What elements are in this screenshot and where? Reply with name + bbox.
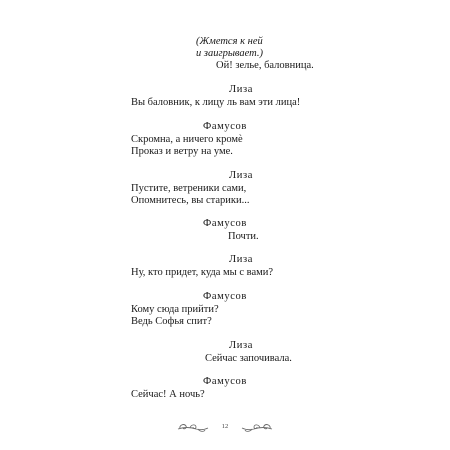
- dialogue-line: Почти.: [228, 231, 259, 242]
- speaker-name: Фамусов: [203, 376, 247, 387]
- speaker-name: Лиза: [229, 84, 253, 95]
- dialogue-line: Сейчас започивала.: [205, 353, 292, 364]
- dialogue-line: Ну, кто придет, куда мы с вами?: [131, 267, 274, 278]
- stage-direction: (Жмется к ней: [196, 36, 263, 47]
- dialogue-line: Проказ и ветру на уме.: [131, 146, 233, 157]
- dialogue-line: Опомнитесь, вы старики...: [131, 195, 250, 206]
- speaker-name: Фамусов: [203, 218, 247, 229]
- flourish-right-icon: [240, 418, 274, 438]
- speaker-name: Фамусов: [203, 121, 247, 132]
- speaker-name: Лиза: [229, 254, 253, 265]
- dialogue-line: Ой! зелье, баловница.: [216, 60, 314, 71]
- speaker-name: Фамусов: [203, 291, 247, 302]
- dialogue-line: Кому сюда прийти?: [131, 304, 219, 315]
- speaker-name: Лиза: [229, 170, 253, 181]
- flourish-left-icon: [176, 418, 210, 438]
- page-footer: [0, 418, 450, 438]
- dialogue-line: Пустите, ветреники сами,: [131, 183, 247, 194]
- stage-direction: и заигрывает.): [196, 48, 264, 59]
- dialogue-line: Сейчас! А ночь?: [131, 389, 205, 400]
- dialogue-line: Вы баловник, к лицу ль вам эти лица!: [131, 97, 301, 108]
- page-number: 12: [221, 423, 229, 430]
- dialogue-line: Скромна, а ничего кромѐ: [131, 134, 243, 145]
- dialogue-line: Ведь Софья спит?: [131, 316, 212, 327]
- speaker-name: Лиза: [229, 340, 253, 351]
